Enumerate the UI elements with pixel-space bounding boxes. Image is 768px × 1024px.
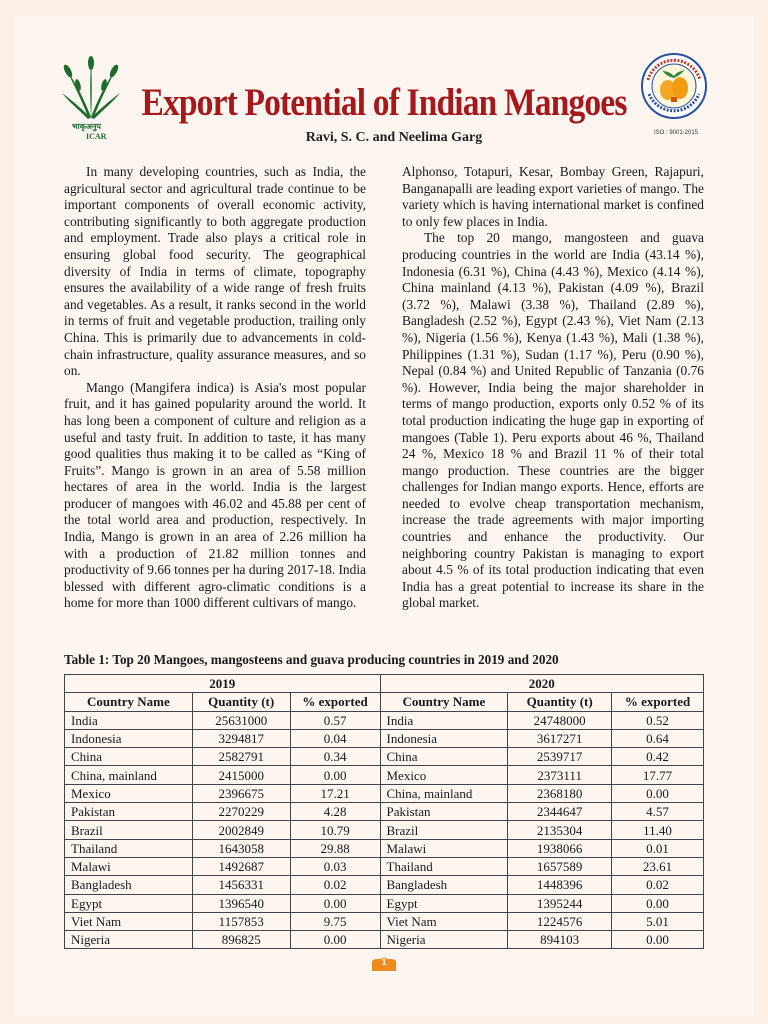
- value-cell: 24748000: [508, 711, 612, 729]
- value-cell: 0.02: [612, 876, 704, 894]
- country-cell: Pakistan: [65, 803, 193, 821]
- value-cell: 0.00: [290, 766, 380, 784]
- value-cell: 23.61: [612, 857, 704, 875]
- value-cell: 1456331: [192, 876, 290, 894]
- value-cell: 2270229: [192, 803, 290, 821]
- value-cell: 1396540: [192, 894, 290, 912]
- value-cell: 1938066: [508, 839, 612, 857]
- value-cell: 1395244: [508, 894, 612, 912]
- value-cell: 11.40: [612, 821, 704, 839]
- year-2019-header: 2019: [65, 675, 381, 693]
- value-cell: 2368180: [508, 784, 612, 802]
- value-cell: 1643058: [192, 839, 290, 857]
- value-cell: 0.04: [290, 729, 380, 747]
- icar-label: ICAR: [86, 132, 107, 141]
- table-row: [65, 729, 704, 747]
- country-cell: Thailand: [380, 857, 508, 875]
- value-cell: 2373111: [508, 766, 612, 784]
- country-cell: Nigeria: [65, 931, 193, 949]
- country-cell: Mexico: [380, 766, 508, 784]
- country-cell: Pakistan: [380, 803, 508, 821]
- table-row: [65, 711, 704, 729]
- value-cell: 0.00: [612, 931, 704, 949]
- value-cell: 4.57: [612, 803, 704, 821]
- table-row: [65, 748, 704, 766]
- column-header: Quantity (t): [508, 693, 612, 711]
- table-body: [65, 711, 704, 949]
- value-cell: 1492687: [192, 857, 290, 875]
- table-row: [65, 894, 704, 912]
- value-cell: 0.00: [612, 784, 704, 802]
- country-cell: Brazil: [380, 821, 508, 839]
- value-cell: 2582791: [192, 748, 290, 766]
- country-cell: Mexico: [65, 784, 193, 802]
- value-cell: 0.00: [612, 894, 704, 912]
- value-cell: 0.02: [290, 876, 380, 894]
- value-cell: 0.03: [290, 857, 380, 875]
- year-2020-header: 2020: [380, 675, 704, 693]
- table-row: [65, 839, 704, 857]
- value-cell: 10.79: [290, 821, 380, 839]
- value-cell: 2415000: [192, 766, 290, 784]
- table-row: [65, 821, 704, 839]
- column-header: Quantity (t): [192, 693, 290, 711]
- value-cell: 17.77: [612, 766, 704, 784]
- country-cell: China, mainland: [380, 784, 508, 802]
- column-header: % exported: [290, 693, 380, 711]
- country-cell: China: [380, 748, 508, 766]
- authors: Ravi, S. C. and Neelima Garg: [305, 130, 483, 145]
- value-cell: 4.28: [290, 803, 380, 821]
- icar-hindi-label: भाकृअनुप: [72, 122, 101, 131]
- table-row: [65, 784, 704, 802]
- value-cell: 3294817: [192, 729, 290, 747]
- column-header: Country Name: [65, 693, 193, 711]
- value-cell: 2002849: [192, 821, 290, 839]
- table-row: [65, 912, 704, 930]
- value-cell: 0.00: [290, 894, 380, 912]
- right-column: [402, 164, 704, 612]
- country-cell: Nigeria: [380, 931, 508, 949]
- country-cell: India: [380, 711, 508, 729]
- value-cell: 894103: [508, 931, 612, 949]
- value-cell: 0.34: [290, 748, 380, 766]
- country-cell: India: [65, 711, 193, 729]
- value-cell: 0.52: [612, 711, 704, 729]
- mango-paragraph: Mango (Mangifera indica) is Asia's most popular fruit, and it has gained popularity around the world. It has long been a component of culture and religion as a useful and tasty fruit. In addition to taste, it has many good qualities thus making it to be called as “King of Fruits”. Mango is grown in an area of 5.58 million hectares of area in the world. India is the largest producer of mangoes with 46.02 and 45.88 per cent of the total world area and production, respectively. In India, Mango is grown in an area of 2.26 million ha with a production of 21.82 million tonnes and productivity of 9.66 tonnes per ha during 2017-18. India blessed with different agro-climatic conditions is a home for more than 1000 different cultivars of mango.: [64, 379, 366, 611]
- value-cell: 2135304: [508, 821, 612, 839]
- left-column: [64, 164, 366, 612]
- intro-paragraph: In many developing countries, such as India, the agricultural sector and agricultural trade continue to be important components of overall economic activity, contributing significantly to both aggregate production and employment. Trade also plays a critical role in ensuring global food security. The geographical diversity of India in terms of climate, topography ensures the availability of a wide range of fresh fruits and vegetables. As a result, it ranks second in the world in terms of fruit and vegetable production, trailing only China. This is primarily due to advancements in cold-chain infrastructure, quality assurance measures, and so on.: [64, 164, 366, 379]
- value-cell: 1224576: [508, 912, 612, 930]
- value-cell: 0.42: [612, 748, 704, 766]
- country-cell: Brazil: [65, 821, 193, 839]
- value-cell: 29.88: [290, 839, 380, 857]
- column-header: % exported: [612, 693, 704, 711]
- value-cell: 5.01: [612, 912, 704, 930]
- value-cell: 17.21: [290, 784, 380, 802]
- value-cell: 0.01: [612, 839, 704, 857]
- value-cell: 1448396: [508, 876, 612, 894]
- value-cell: 9.75: [290, 912, 380, 930]
- table-row: [65, 876, 704, 894]
- column-header: Country Name: [380, 693, 508, 711]
- value-cell: 0.64: [612, 729, 704, 747]
- country-cell: China, mainland: [65, 766, 193, 784]
- value-cell: 0.57: [290, 711, 380, 729]
- varieties-paragraph: Alphonso, Totapuri, Kesar, Bombay Green, Rajapuri, Banganapalli are leading export varieties of mango. The variety which is having international market is confined to only few places in India.: [402, 164, 704, 229]
- country-cell: Bangladesh: [65, 876, 193, 894]
- table-caption: Table 1: Top 20 Mangoes, mangosteens and guava producing countries in 2019 and 2020: [64, 652, 559, 667]
- country-cell: Indonesia: [380, 729, 508, 747]
- value-cell: 2539717: [508, 748, 612, 766]
- value-cell: 25631000: [192, 711, 290, 729]
- page-title: Export Potential of Indian Mangoes: [141, 81, 627, 124]
- table-row: [65, 766, 704, 784]
- table-row: [65, 803, 704, 821]
- value-cell: 2396675: [192, 784, 290, 802]
- country-cell: Bangladesh: [380, 876, 508, 894]
- country-cell: Indonesia: [65, 729, 193, 747]
- value-cell: 1657589: [508, 857, 612, 875]
- production-table: [64, 674, 704, 949]
- country-cell: Egypt: [65, 894, 193, 912]
- country-cell: Viet Nam: [65, 912, 193, 930]
- country-cell: Malawi: [65, 857, 193, 875]
- table-row: [65, 931, 704, 949]
- table-row: [65, 857, 704, 875]
- country-cell: Thailand: [65, 839, 193, 857]
- value-cell: 2344647: [508, 803, 612, 821]
- page-number: 1: [381, 957, 387, 967]
- country-cell: China: [65, 748, 193, 766]
- page-number-tab: [370, 955, 398, 973]
- country-cell: Egypt: [380, 894, 508, 912]
- value-cell: 3617271: [508, 729, 612, 747]
- value-cell: 896825: [192, 931, 290, 949]
- value-cell: 1157853: [192, 912, 290, 930]
- producers-paragraph: The top 20 mango, mangosteen and guava producing countries in the world are India (43.14 %), Indonesia (6.31 %), China (4.43 %), Mexico (4.14 %), China mainland (4.13 %), Pakistan (4.09 %), Brazil (3.72 %), Malawi (3.38 %), Thailand (2.89 %), Bangladesh (2.52 %), Egypt (2.43 %), Viet Nam (2.13 %), Nigeria (1.56 %), Kenya (1.43 %), Mali (1.38 %), Philippines (1.31 %), Sudan (1.17 %), Peru (0.90 %), Nepal (0.84 %) and United Republic of Tanzania (0.76 %). However, India being the major shareholder in terms of mango production, exports only 0.52 % of its total production indicating the huge gap in exporting of mangoes (Table 1). Peru exports about 46 %, Thailand 24 %, Mexico 18 % and Brazil 11 % of their total mango production. These countries are the bigger challenges for Indian mango exports. Hence, efforts are needed to evolve cheap transportation mechanism, increase the trade agreements with major importing countries and enhance the productivity. Our neighboring country Pakistan is managing to export about 4.5 % of its total production indicating that even India has a great potential to increase its share in the global market.: [402, 230, 704, 611]
- country-cell: Viet Nam: [380, 912, 508, 930]
- country-cell: Malawi: [380, 839, 508, 857]
- value-cell: 0.00: [290, 931, 380, 949]
- iso-caption: ISO : 9001-2015: [654, 130, 699, 136]
